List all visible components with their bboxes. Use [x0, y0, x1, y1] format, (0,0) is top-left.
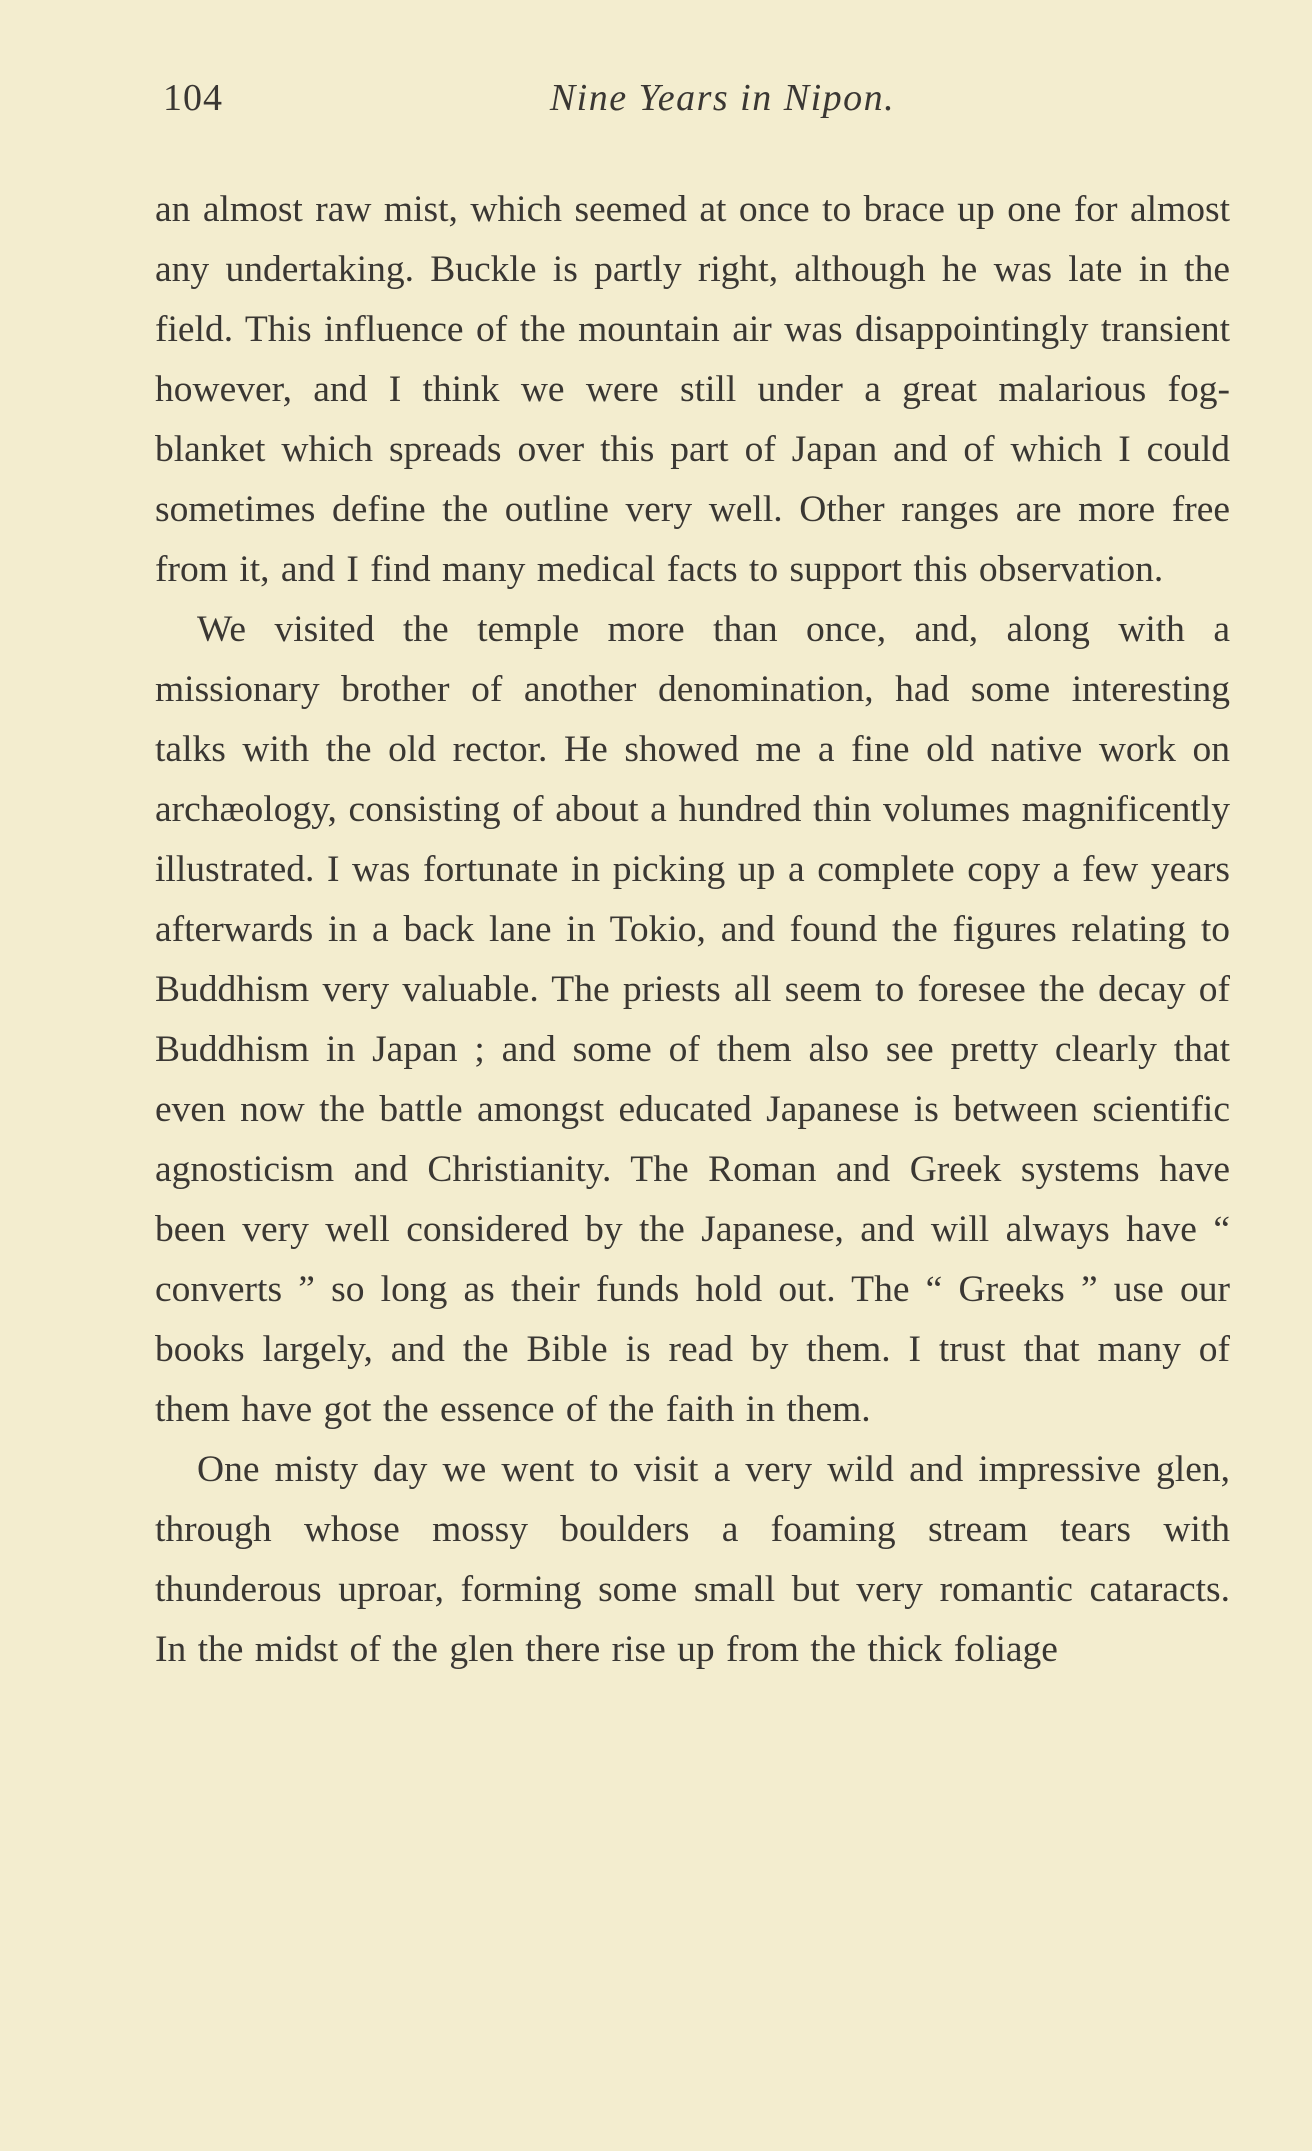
page-header	[155, 72, 1230, 132]
running-title: Nine Years in Nipon.	[549, 77, 896, 119]
body-text	[155, 180, 1230, 1680]
paragraph-continued: an almost raw mist, which seemed at once to brace up one for almost any undertaking. Buckle is partly right, although he was late in the field. This influence of the mountain air was disappointingly transient however, and I think we were still under a great malarious fog-blanket which spreads over this part of Japan and of which I could sometimes define the outline very well. Other ranges are more free from it, and I find many medical facts to support this observation.	[155, 189, 1230, 590]
page-number: 104	[163, 77, 223, 119]
paragraph-temple-visit: We visited the temple more than once, and, along with a missionary brother of another denomination, had some interesting talks with the old rector. He showed me a fine old native work on archæology, consisting of about a hundred thin volumes magnificently illustrated. I was fortunate in picking up a complete copy a few years afterwards in a back lane in Tokio, and found the figures relating to Buddhism very valuable. The priests all seem to foresee the decay of Buddhism in Japan ; and some of them also see pretty clearly that even now the battle amongst educated Japanese is between scientific agnosticism and Christianity. The Roman and Greek systems have been very well considered by the Japanese, and will always have “ converts ” so long as their funds hold out. The “ Greeks ” use our books largely, and the Bible is read by them. I trust that many of them have got the essence of the faith in them.	[155, 609, 1230, 1430]
paragraph-glen-visit: One misty day we went to visit a very wild and impressive glen, through whose mossy boulders a foaming stream tears with thunderous uproar, forming some small but very romantic cataracts. In the midst of the glen there rise up from the thick foliage	[155, 1449, 1230, 1670]
